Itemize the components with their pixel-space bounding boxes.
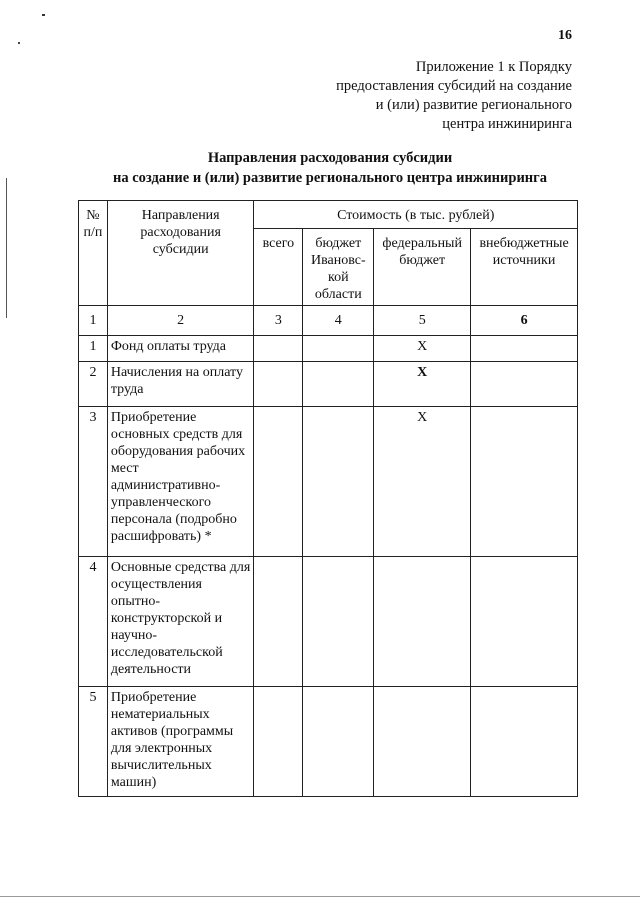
row-num: 5 xyxy=(79,687,108,797)
row-federal: X xyxy=(374,407,471,557)
header-regional xyxy=(303,229,374,306)
scan-artifact xyxy=(6,178,7,318)
row-offbudget xyxy=(471,557,578,687)
row-federal xyxy=(374,687,471,797)
row-offbudget xyxy=(471,687,578,797)
row-total xyxy=(254,336,303,362)
table-row xyxy=(79,557,578,687)
header-federal-label: федеральный бюджет xyxy=(382,236,462,268)
index-cell: 1 xyxy=(79,306,108,336)
expenditure-table xyxy=(78,200,578,797)
scan-artifact xyxy=(42,14,45,16)
row-total xyxy=(254,687,303,797)
row-total xyxy=(254,557,303,687)
appendix-line: центра инжиниринга xyxy=(442,116,572,132)
row-direction: Фонд оплаты труда xyxy=(107,336,254,362)
title-line: на создание и (или) развитие регионального центра инжиниринга xyxy=(112,170,547,186)
page-number: 16 xyxy=(558,28,572,43)
appendix-line: Приложение 1 к Порядку xyxy=(415,59,572,75)
header-offbudget xyxy=(471,229,578,306)
header-offbudget-label: внебюджетные источники xyxy=(479,236,569,268)
row-direction: Приобретение нематериальных активов (программы для электронных вычислительных машин) xyxy=(107,687,254,797)
index-cell: 5 xyxy=(374,306,471,336)
row-direction: Основные средства для осуществления опытно-конструкторской и научно-исследовательской деятельности xyxy=(107,557,254,687)
index-row xyxy=(79,306,578,336)
row-offbudget xyxy=(471,407,578,557)
row-regional xyxy=(303,407,374,557)
row-regional xyxy=(303,336,374,362)
row-direction: Начисления на оплату труда xyxy=(107,362,254,407)
header-direction xyxy=(107,201,254,306)
row-num: 3 xyxy=(79,407,108,557)
row-regional xyxy=(303,687,374,797)
row-num: 4 xyxy=(79,557,108,687)
row-federal: X xyxy=(374,336,471,362)
row-regional xyxy=(303,557,374,687)
header-num-label: № п/п xyxy=(83,208,103,240)
appendix-line: предоставления субсидий на создание xyxy=(336,78,572,94)
table-row xyxy=(79,336,578,362)
appendix-line: и (или) развитие регионального xyxy=(375,97,572,113)
index-cell: 2 xyxy=(107,306,254,336)
document-title xyxy=(60,148,600,188)
row-offbudget xyxy=(471,336,578,362)
title-line: Направления расходования субсидии xyxy=(207,150,453,166)
index-cell: 4 xyxy=(303,306,374,336)
appendix-note xyxy=(252,58,572,134)
table-row xyxy=(79,407,578,557)
header-num xyxy=(79,201,108,306)
header-cost xyxy=(254,201,578,229)
table-row xyxy=(79,687,578,797)
header-regional-label: бюджет Ивановс-кой области xyxy=(310,236,366,302)
row-direction: Приобретение основных средств для оборудования рабочих мест административно-управленческого персонала (подробно расшифровать) * xyxy=(107,407,254,557)
scan-artifact xyxy=(0,896,640,897)
row-federal: X xyxy=(374,362,471,407)
index-cell: 3 xyxy=(254,306,303,336)
row-num: 1 xyxy=(79,336,108,362)
table-row xyxy=(79,362,578,407)
header-total-label: всего xyxy=(262,236,295,251)
header-row xyxy=(79,201,578,229)
row-federal xyxy=(374,557,471,687)
row-regional xyxy=(303,362,374,407)
header-total xyxy=(254,229,303,306)
row-total xyxy=(254,407,303,557)
header-federal xyxy=(374,229,471,306)
header-cost-label: Стоимость (в тыс. рублей) xyxy=(337,208,495,223)
row-offbudget xyxy=(471,362,578,407)
header-direction-label: Направления расходования субсидии xyxy=(140,208,221,257)
row-num: 2 xyxy=(79,362,108,407)
scan-artifact xyxy=(18,42,20,44)
row-total xyxy=(254,362,303,407)
index-cell: 6 xyxy=(471,306,578,336)
